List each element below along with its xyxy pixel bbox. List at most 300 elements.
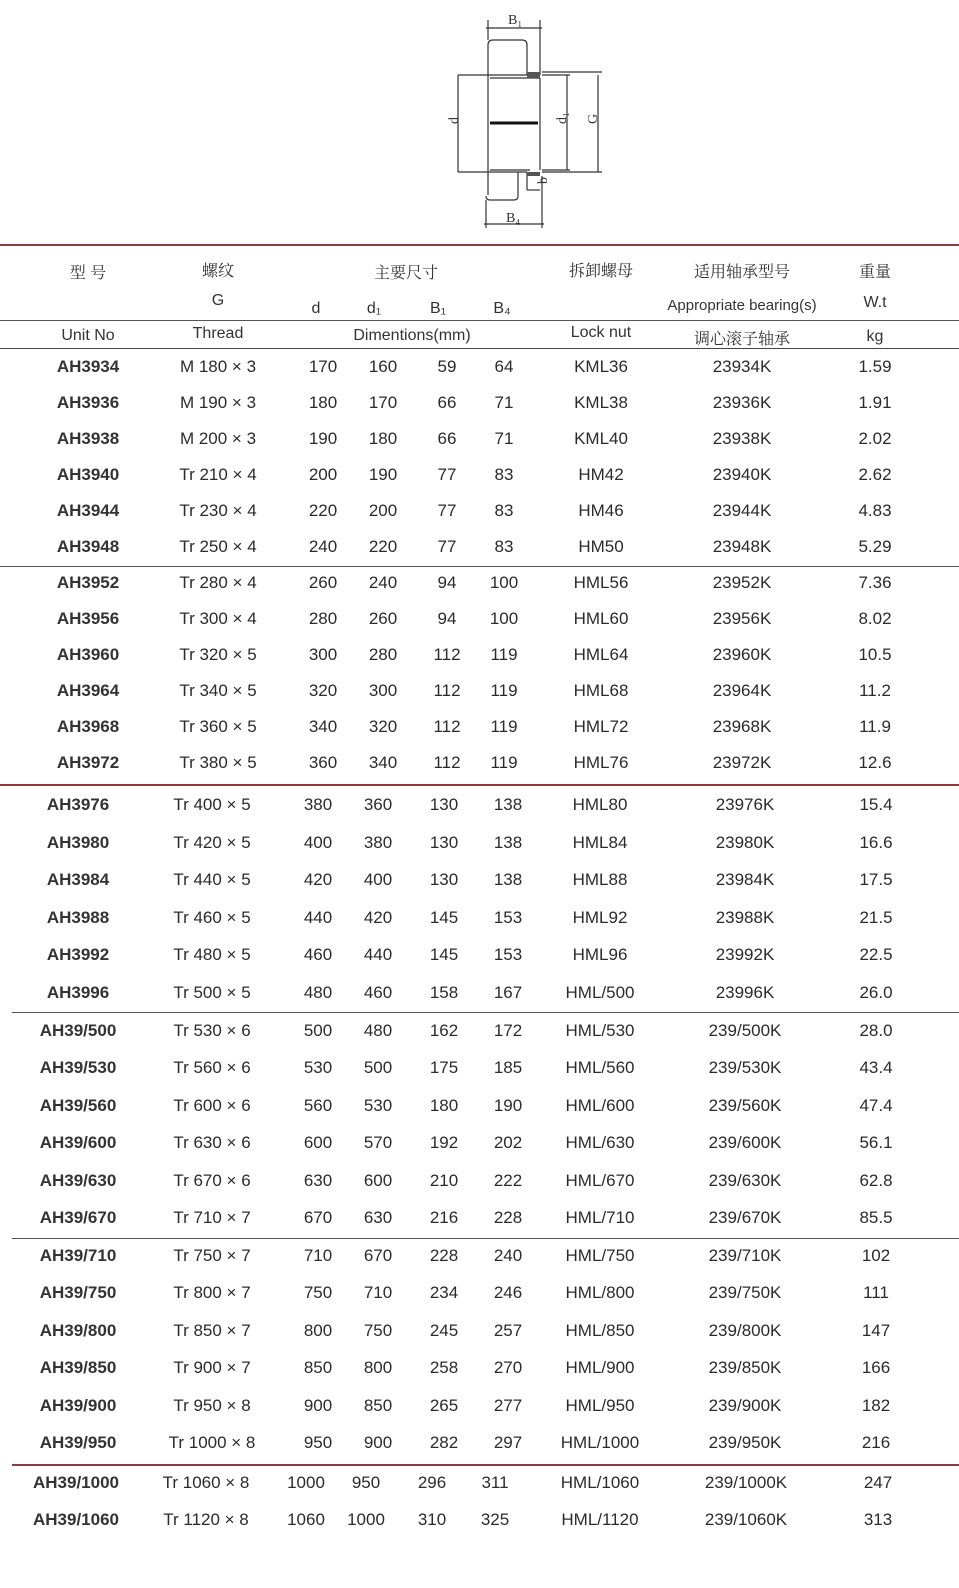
- header-weight-unit: kg: [866, 328, 884, 345]
- cell-bearing: 239/950K: [708, 1433, 782, 1452]
- cell-weight: 85.5: [859, 1208, 893, 1227]
- cell-dim-b4: 246: [493, 1283, 523, 1302]
- cell-unit-no: AH3944: [56, 501, 120, 520]
- cell-thread: Tr 750 × 7: [173, 1246, 251, 1265]
- cell-dim-d: 800: [303, 1321, 333, 1340]
- cell-dim-d: 170: [308, 357, 338, 376]
- cell-lock-nut: HML/850: [565, 1321, 635, 1340]
- cell-weight: 15.4: [859, 795, 893, 814]
- cell-lock-nut: HML96: [572, 945, 628, 964]
- cell-unit-no: AH3940: [56, 465, 120, 484]
- cell-dim-b4: 172: [493, 1021, 523, 1040]
- cell-dim-d: 400: [303, 833, 333, 852]
- cell-weight: 5.29: [858, 537, 892, 556]
- cell-bearing: 239/750K: [708, 1283, 782, 1302]
- cell-lock-nut: HM42: [578, 465, 624, 484]
- cell-dim-d: 460: [303, 945, 333, 964]
- cell-bearing: 23980K: [715, 833, 775, 852]
- cell-unit-no: AH39/1060: [32, 1510, 120, 1529]
- cell-dim-d: 480: [303, 983, 333, 1002]
- cell-dim-b1: 66: [437, 429, 457, 448]
- cell-thread: Tr 530 × 6: [173, 1021, 251, 1040]
- cell-bearing: 239/800K: [708, 1321, 782, 1340]
- cell-dim-b4: 64: [494, 357, 514, 376]
- cell-dim-d1: 1000: [347, 1510, 385, 1529]
- cell-thread: Tr 850 × 7: [173, 1321, 251, 1340]
- header-locknut-cn: 拆卸螺母: [568, 263, 634, 280]
- cell-dim-b4: 277: [493, 1396, 523, 1415]
- cell-dim-d1: 300: [368, 681, 398, 700]
- cell-bearing: 23964K: [712, 681, 772, 700]
- cell-lock-nut: HML/560: [565, 1058, 635, 1077]
- cell-dim-d: 200: [308, 465, 338, 484]
- cell-dim-b4: 257: [493, 1321, 523, 1340]
- cell-weight: 247: [863, 1473, 893, 1492]
- cell-thread: Tr 630 × 6: [173, 1133, 251, 1152]
- cell-unit-no: AH3976: [46, 795, 110, 814]
- cell-dim-b4: 119: [490, 645, 518, 664]
- cell-dim-b4: 119: [490, 681, 518, 700]
- cell-dim-b1: 94: [437, 609, 457, 628]
- cell-lock-nut: HML/710: [565, 1208, 635, 1227]
- cell-unit-no: AH39/850: [39, 1358, 117, 1377]
- header-dim-b4: B₄: [493, 300, 511, 317]
- cell-dim-b1: 130: [429, 795, 459, 814]
- cell-weight: 62.8: [859, 1171, 893, 1190]
- cell-weight: 216: [861, 1433, 891, 1452]
- cell-dim-b1: 94: [437, 573, 457, 592]
- cell-dim-d1: 900: [363, 1433, 393, 1452]
- cell-thread: Tr 560 × 6: [173, 1058, 251, 1077]
- cell-thread: Tr 800 × 7: [173, 1283, 251, 1302]
- cell-bearing: 23984K: [715, 870, 775, 889]
- cell-dim-d1: 400: [363, 870, 393, 889]
- cell-dim-b1: 282: [429, 1433, 459, 1452]
- cell-bearing: 239/1000K: [704, 1473, 788, 1492]
- cell-unit-no: AH39/710: [39, 1246, 117, 1265]
- cell-unit-no: AH39/530: [39, 1058, 117, 1077]
- cell-dim-d1: 380: [363, 833, 393, 852]
- cell-dim-b1: 145: [429, 945, 459, 964]
- cell-dim-d: 300: [308, 645, 338, 664]
- cell-dim-d1: 710: [363, 1283, 393, 1302]
- cell-dim-d: 260: [308, 573, 338, 592]
- cell-dim-d1: 570: [363, 1133, 393, 1152]
- cell-dim-d1: 420: [363, 908, 393, 927]
- header-bearing-cn: 适用轴承型号: [693, 264, 791, 281]
- header-dims-cn: 主要尺寸: [373, 265, 439, 282]
- cell-lock-nut: HML84: [572, 833, 628, 852]
- cell-lock-nut: HML/750: [565, 1246, 635, 1265]
- cell-weight: 47.4: [859, 1096, 893, 1115]
- cell-dim-b1: 59: [437, 357, 457, 376]
- cell-bearing: 239/530K: [708, 1058, 782, 1077]
- cell-bearing: 239/1060K: [704, 1510, 788, 1529]
- cell-bearing: 23948K: [712, 537, 772, 556]
- header-bearing-en: Appropriate bearing(s): [667, 297, 817, 314]
- cell-unit-no: AH3964: [56, 681, 120, 700]
- cell-dim-b4: 83: [494, 537, 514, 556]
- cell-dim-b4: 167: [493, 983, 523, 1002]
- cell-dim-d1: 500: [363, 1058, 393, 1077]
- cell-dim-b4: 71: [494, 429, 514, 448]
- cell-bearing: 239/850K: [708, 1358, 782, 1377]
- cell-dim-d: 180: [308, 393, 338, 412]
- cell-dim-d: 560: [303, 1096, 333, 1115]
- cell-dim-d: 500: [303, 1021, 333, 1040]
- cell-unit-no: AH3934: [56, 357, 120, 376]
- cell-thread: Tr 1060 × 8: [162, 1473, 250, 1492]
- cell-dim-d1: 600: [363, 1171, 393, 1190]
- cell-weight: 1.59: [858, 357, 892, 376]
- header-dims-en: Dimentions(mm): [353, 327, 471, 344]
- cell-unit-no: AH3996: [46, 983, 110, 1002]
- cell-weight: 166: [861, 1358, 891, 1377]
- cell-dim-d: 1000: [287, 1473, 325, 1492]
- cell-unit-no: AH39/800: [39, 1321, 117, 1340]
- header-dim-b1: B₁: [429, 300, 447, 317]
- cell-thread: Tr 380 × 5: [179, 753, 257, 772]
- cell-weight: 26.0: [859, 983, 893, 1002]
- cell-dim-d: 340: [308, 717, 338, 736]
- cell-dim-b1: 77: [437, 501, 457, 520]
- cell-lock-nut: HML60: [573, 609, 629, 628]
- cell-thread: Tr 210 × 4: [179, 465, 257, 484]
- label-b1: B₁: [508, 13, 523, 28]
- cell-unit-no: AH39/1000: [32, 1473, 120, 1492]
- cell-dim-d: 750: [303, 1283, 333, 1302]
- cell-dim-d: 670: [303, 1208, 333, 1227]
- cell-thread: M 180 × 3: [179, 357, 257, 376]
- cell-dim-b4: 222: [493, 1171, 523, 1190]
- cell-unit-no: AH3948: [56, 537, 120, 556]
- cell-bearing: 23992K: [715, 945, 775, 964]
- cell-dim-d: 630: [303, 1171, 333, 1190]
- cell-dim-b4: 100: [489, 573, 519, 592]
- cell-lock-nut: HML/670: [565, 1171, 635, 1190]
- cell-bearing: 23940K: [712, 465, 772, 484]
- cell-dim-b1: 112: [433, 645, 461, 664]
- cell-weight: 21.5: [859, 908, 893, 927]
- cell-dim-b1: 245: [429, 1321, 459, 1340]
- cell-dim-d1: 850: [363, 1396, 393, 1415]
- cell-thread: Tr 300 × 4: [179, 609, 257, 628]
- cell-unit-no: AH39/900: [39, 1396, 117, 1415]
- cell-dim-b4: 119: [490, 717, 518, 736]
- cell-dim-b1: 158: [429, 983, 459, 1002]
- cell-thread: Tr 1000 × 8: [168, 1433, 256, 1452]
- cell-weight: 10.5: [858, 645, 892, 664]
- cell-dim-b1: 162: [429, 1021, 459, 1040]
- cell-bearing: 23960K: [712, 645, 772, 664]
- cell-weight: 313: [863, 1510, 893, 1529]
- cell-dim-d1: 800: [363, 1358, 393, 1377]
- cell-lock-nut: HML/950: [565, 1396, 635, 1415]
- cell-dim-b1: 192: [429, 1133, 459, 1152]
- cell-dim-b4: 138: [493, 870, 523, 889]
- cell-dim-b1: 66: [437, 393, 457, 412]
- cell-lock-nut: HML72: [573, 717, 629, 736]
- cell-weight: 12.6: [858, 753, 892, 772]
- cell-dim-d1: 950: [351, 1473, 381, 1492]
- cell-weight: 147: [861, 1321, 891, 1340]
- cell-dim-d1: 480: [363, 1021, 393, 1040]
- cell-thread: Tr 400 × 5: [173, 795, 251, 814]
- cell-dim-b4: 228: [493, 1208, 523, 1227]
- cell-weight: 17.5: [859, 870, 893, 889]
- cell-dim-b1: 210: [429, 1171, 459, 1190]
- cell-bearing: 23952K: [712, 573, 772, 592]
- cell-unit-no: AH39/600: [39, 1133, 117, 1152]
- cell-unit-no: AH39/630: [39, 1171, 117, 1190]
- cell-dim-b1: 310: [417, 1510, 447, 1529]
- label-b: b: [536, 177, 551, 184]
- cell-dim-d: 1060: [287, 1510, 325, 1529]
- cell-dim-b4: 185: [493, 1058, 523, 1077]
- cell-unit-no: AH3960: [56, 645, 120, 664]
- cell-dim-b1: 296: [417, 1473, 447, 1492]
- cell-dim-b1: 77: [437, 465, 457, 484]
- cell-lock-nut: HML76: [573, 753, 629, 772]
- cell-dim-d: 380: [303, 795, 333, 814]
- cell-unit-no: AH3972: [56, 753, 120, 772]
- cell-thread: Tr 420 × 5: [173, 833, 251, 852]
- cell-dim-b4: 153: [493, 908, 523, 927]
- cell-dim-b4: 138: [493, 833, 523, 852]
- cell-weight: 22.5: [859, 945, 893, 964]
- cell-dim-d: 240: [308, 537, 338, 556]
- cell-dim-d1: 670: [363, 1246, 393, 1265]
- cell-bearing: 23934K: [712, 357, 772, 376]
- cell-weight: 2.02: [858, 429, 892, 448]
- cell-thread: Tr 670 × 6: [173, 1171, 251, 1190]
- cell-bearing: 239/710K: [708, 1246, 782, 1265]
- cell-lock-nut: KML38: [574, 393, 628, 412]
- cell-thread: Tr 900 × 7: [173, 1358, 251, 1377]
- cell-lock-nut: HML/530: [565, 1021, 635, 1040]
- cell-dim-d: 280: [308, 609, 338, 628]
- cell-lock-nut: HML/1120: [561, 1510, 639, 1529]
- cell-dim-b4: 83: [494, 465, 514, 484]
- cell-dim-d: 900: [303, 1396, 333, 1415]
- cell-dim-d1: 360: [363, 795, 393, 814]
- cell-bearing: 23938K: [712, 429, 772, 448]
- cell-weight: 28.0: [859, 1021, 893, 1040]
- cell-dim-b4: 71: [494, 393, 514, 412]
- cell-dim-d1: 200: [368, 501, 398, 520]
- cell-dim-b4: 297: [493, 1433, 523, 1452]
- cell-dim-b1: 145: [429, 908, 459, 927]
- cell-lock-nut: HML68: [573, 681, 629, 700]
- cell-lock-nut: HML/1000: [560, 1433, 640, 1452]
- label-d: d: [447, 117, 462, 124]
- cell-lock-nut: HML/630: [565, 1133, 635, 1152]
- cell-thread: Tr 600 × 6: [173, 1096, 251, 1115]
- cell-dim-d: 850: [303, 1358, 333, 1377]
- cell-weight: 56.1: [859, 1133, 893, 1152]
- cell-unit-no: AH3936: [56, 393, 120, 412]
- cell-bearing: 23976K: [715, 795, 775, 814]
- cell-dim-d: 190: [308, 429, 338, 448]
- cell-dim-d: 440: [303, 908, 333, 927]
- cell-dim-d: 710: [303, 1246, 333, 1265]
- cell-lock-nut: HML/900: [565, 1358, 635, 1377]
- cell-weight: 7.36: [858, 573, 892, 592]
- cell-dim-b4: 138: [493, 795, 523, 814]
- cell-bearing: 239/670K: [708, 1208, 782, 1227]
- cell-dim-b4: 270: [493, 1358, 523, 1377]
- cell-dim-d1: 220: [368, 537, 398, 556]
- cell-dim-b1: 175: [429, 1058, 459, 1077]
- cell-thread: Tr 950 × 8: [173, 1396, 251, 1415]
- cell-unit-no: AH39/500: [39, 1021, 117, 1040]
- cell-bearing: 239/630K: [708, 1171, 782, 1190]
- cell-lock-nut: HML64: [573, 645, 629, 664]
- cell-thread: Tr 480 × 5: [173, 945, 251, 964]
- cell-dim-b4: 119: [490, 753, 518, 772]
- cell-dim-b1: 112: [433, 717, 461, 736]
- cell-dim-b1: 77: [437, 537, 457, 556]
- cell-unit-no: AH3938: [56, 429, 120, 448]
- cell-thread: M 200 × 3: [179, 429, 257, 448]
- cell-dim-d1: 260: [368, 609, 398, 628]
- cell-dim-d1: 320: [368, 717, 398, 736]
- cell-dim-b4: 202: [493, 1133, 523, 1152]
- cell-thread: Tr 250 × 4: [179, 537, 257, 556]
- cell-weight: 16.6: [859, 833, 893, 852]
- cell-unit-no: AH3952: [56, 573, 120, 592]
- cell-unit-no: AH39/750: [39, 1283, 117, 1302]
- cell-dim-d1: 460: [363, 983, 393, 1002]
- cell-bearing: 23996K: [715, 983, 775, 1002]
- cell-dim-d1: 180: [368, 429, 398, 448]
- cell-weight: 102: [861, 1246, 891, 1265]
- cell-unit-no: AH3984: [46, 870, 110, 889]
- label-b4: B₄: [506, 211, 521, 226]
- cell-lock-nut: HML92: [572, 908, 628, 927]
- cell-dim-b1: 112: [433, 681, 461, 700]
- header-unit-no: Unit No: [61, 327, 115, 344]
- cell-thread: Tr 500 × 5: [173, 983, 251, 1002]
- cell-bearing: 239/500K: [708, 1021, 782, 1040]
- cell-dim-d1: 530: [363, 1096, 393, 1115]
- cell-lock-nut: HML/600: [565, 1096, 635, 1115]
- cell-dim-b4: 100: [489, 609, 519, 628]
- cell-weight: 11.9: [859, 717, 891, 736]
- cell-thread: Tr 360 × 5: [179, 717, 257, 736]
- cell-weight: 43.4: [859, 1058, 893, 1077]
- cell-dim-d1: 170: [368, 393, 398, 412]
- cell-lock-nut: HML/1060: [560, 1473, 640, 1492]
- cell-dim-b4: 190: [493, 1096, 523, 1115]
- cell-dim-b1: 180: [429, 1096, 459, 1115]
- cell-lock-nut: HML56: [573, 573, 629, 592]
- label-d1: d₁: [555, 112, 570, 124]
- cell-bearing: 239/900K: [708, 1396, 782, 1415]
- cell-thread: Tr 1120 × 8: [163, 1510, 249, 1529]
- cell-unit-no: AH3992: [46, 945, 110, 964]
- cell-dim-d1: 440: [363, 945, 393, 964]
- cell-thread: Tr 460 × 5: [173, 908, 251, 927]
- cell-weight: 111: [863, 1283, 889, 1302]
- cell-thread: Tr 280 × 4: [179, 573, 257, 592]
- cell-bearing: 239/600K: [708, 1133, 782, 1152]
- cell-bearing: 23972K: [712, 753, 772, 772]
- header-thread-cn: 螺纹: [201, 263, 235, 280]
- cell-weight: 11.2: [859, 681, 891, 700]
- cell-weight: 1.91: [858, 393, 892, 412]
- cell-lock-nut: HM50: [578, 537, 624, 556]
- cell-thread: Tr 710 × 7: [173, 1208, 251, 1227]
- header-weight-cn: 重量: [858, 264, 892, 281]
- cell-bearing: 23988K: [715, 908, 775, 927]
- cell-dim-b4: 83: [494, 501, 514, 520]
- cell-dim-d1: 750: [363, 1321, 393, 1340]
- cell-thread: Tr 440 × 5: [173, 870, 251, 889]
- cell-thread: Tr 230 × 4: [179, 501, 257, 520]
- cell-dim-b1: 228: [429, 1246, 459, 1265]
- cell-dim-b4: 311: [481, 1473, 509, 1492]
- cell-dim-b1: 112: [433, 753, 461, 772]
- header-thread-symbol: G: [211, 292, 225, 309]
- cell-thread: Tr 340 × 5: [179, 681, 257, 700]
- cell-weight: 2.62: [858, 465, 892, 484]
- cell-bearing: 23936K: [712, 393, 772, 412]
- cell-dim-d1: 190: [368, 465, 398, 484]
- cell-dim-b1: 234: [429, 1283, 459, 1302]
- cell-dim-d: 420: [303, 870, 333, 889]
- cell-lock-nut: HML88: [572, 870, 628, 889]
- cell-lock-nut: HML/800: [565, 1283, 635, 1302]
- cell-weight: 4.83: [858, 501, 892, 520]
- cell-weight: 8.02: [858, 609, 892, 628]
- cell-lock-nut: HM46: [578, 501, 624, 520]
- cell-unit-no: AH39/560: [39, 1096, 117, 1115]
- cell-bearing: 23944K: [712, 501, 772, 520]
- cell-dim-b4: 153: [493, 945, 523, 964]
- header-dim-d: d: [311, 300, 321, 317]
- cell-unit-no: AH3956: [56, 609, 120, 628]
- cell-bearing: 23956K: [712, 609, 772, 628]
- header-model-cn: 型 号: [69, 265, 107, 282]
- cell-unit-no: AH3988: [46, 908, 110, 927]
- cell-dim-d: 530: [303, 1058, 333, 1077]
- cell-dim-b1: 258: [429, 1358, 459, 1377]
- cell-dim-b4: 240: [493, 1246, 523, 1265]
- cell-bearing: 239/560K: [708, 1096, 782, 1115]
- header-weight-en: W.t: [863, 294, 887, 311]
- cell-dim-d: 950: [303, 1433, 333, 1452]
- cell-dim-d1: 340: [368, 753, 398, 772]
- cell-thread: Tr 320 × 5: [179, 645, 257, 664]
- cell-weight: 182: [861, 1396, 891, 1415]
- cell-thread: M 190 × 3: [179, 393, 257, 412]
- cell-dim-b1: 130: [429, 833, 459, 852]
- header-thread-en: Thread: [192, 325, 244, 342]
- cell-bearing: 23968K: [712, 717, 772, 736]
- cell-unit-no: AH3968: [56, 717, 120, 736]
- cell-dim-b1: 265: [429, 1396, 459, 1415]
- header-dim-d1: d₁: [366, 300, 382, 317]
- label-g: G: [586, 113, 601, 124]
- cell-dim-d: 220: [308, 501, 338, 520]
- cell-dim-d1: 160: [368, 357, 398, 376]
- header-bearing-type-cn: 调心滚子轴承: [693, 331, 791, 348]
- cell-lock-nut: KML36: [574, 357, 628, 376]
- cell-dim-d: 360: [308, 753, 338, 772]
- cell-dim-b1: 216: [429, 1208, 459, 1227]
- header-locknut-en: Lock nut: [570, 324, 632, 341]
